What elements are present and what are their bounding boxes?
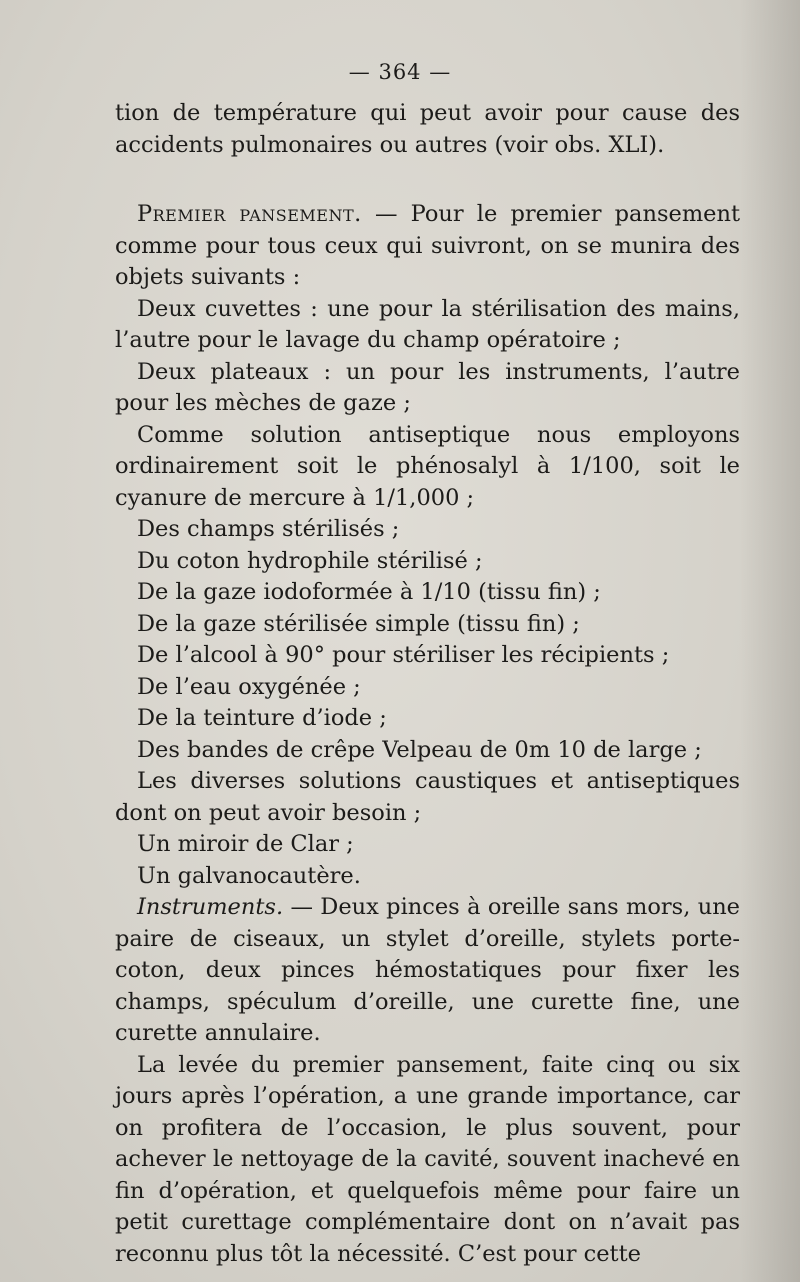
list-item: De la gaze iodoformée à 1/10 (tissu fin) ; [137,579,601,605]
instruments-paragraph [115,892,740,1050]
section-paragraph [115,199,740,294]
page-edge-shadow [740,0,800,1282]
section-heading: Premier pansement. [137,201,362,227]
list-item: Un galvanocautère. [137,862,361,889]
list-item: Un miroir de Clar ; [137,831,354,857]
instruments-text: — Deux pinces à oreille sans mors, une paire de ciseaux, un stylet d’oreille, stylets porte-coton, deux pinces hémostatiques pour fixer les champs, spéculum d’oreille, une curette fine, une curette annulaire. [115,894,740,1046]
instruments-label: Instruments. [137,894,284,920]
page-number: — 364 — [348,60,452,84]
page-body [115,98,740,1270]
list-item: Des champs stérilisés ; [137,516,400,542]
list-item: Deux plateaux : un pour les instruments, l’autre pour les mèches de gaze ; [115,358,740,416]
list-item: Les diverses solutions caustiques et antiseptiques dont on peut avoir besoin ; [115,768,740,826]
list-item: Comme solution antiseptique nous employons ordinairement soit le phénosalyl à 1/100, soit le cyanure de mercure à 1/1,000 ; [115,421,740,511]
list-item: De la gaze stérilisée simple (tissu fin) ; [137,610,580,637]
list-item: Deux cuvettes : une pour la stérilisation des mains, l’autre pour le lavage du champ opératoire ; [115,295,740,353]
closing-paragraph: La levée du premier pansement, faite cinq ou six jours après l’opération, a une grande importance, car on profitera de l’occasion, le plus souvent, pour achever le nettoyage de la cavité, souvent inachevé en fin d’opération, et quelquefois même pour faire un petit curettage complémentaire dont on n’avait pas reconnu plus tôt la nécessité. C’est pour cette [115,1051,740,1267]
list-item: Des bandes de crêpe Velpeau de 0m 10 de large ; [137,736,702,763]
section-text: Pour le premier pansement comme pour tous ceux qui suivront, on se munira des objets suivants : [115,201,741,290]
list-item: De la teinture d’iode ; [137,705,387,731]
intro-paragraph: tion de température qui peut avoir pour cause des accidents pulmonaires ou autres (voir obs. XLI). [115,100,740,158]
list-item: Du coton hydrophile stérilisé ; [137,547,483,574]
section-gap [115,161,740,199]
list-item: De l’alcool à 90° pour stériliser les récipients ; [137,642,670,668]
section-dash: — [361,201,411,227]
list-item: De l’eau oxygénée ; [137,673,361,700]
